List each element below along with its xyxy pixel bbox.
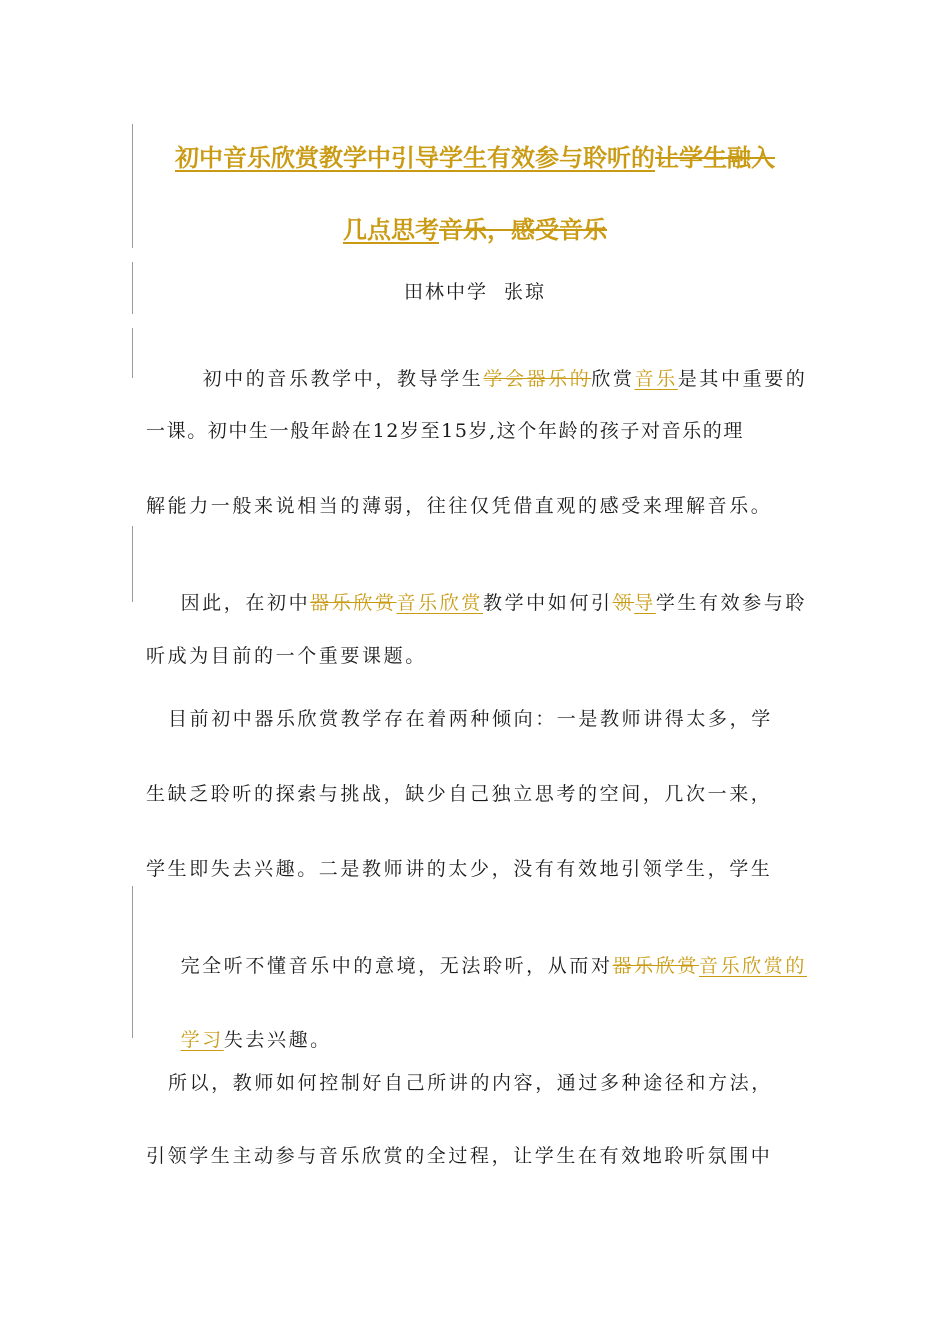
title-inserted-text: 初中音乐欣赏教学中引导学生有效参与聆听的 (175, 144, 655, 172)
inserted-text: 导 (634, 592, 656, 614)
change-bar-title (132, 124, 133, 248)
deleted-text: 学会器乐的 (483, 368, 592, 390)
paragraph-2-line-2: 生缺乏聆听的探索与挑战，缺少自己独立思考的空间，几次一来， (146, 783, 773, 805)
deleted-text: 器乐欣赏 (310, 592, 397, 614)
paragraph-2-line-1: 目前初中器乐欣赏教学存在着两种倾向：一是教师讲得太多，学 (168, 708, 773, 730)
paragraph-3-line-1: 所以，教师如何控制好自己所讲的内容，通过多种途径和方法， (168, 1072, 773, 1094)
body-text: 是其中重要的 (677, 368, 808, 390)
inserted-text: 音乐欣赏的 (698, 955, 807, 977)
inserted-text: 学习 (180, 1029, 224, 1051)
body-text: 完全听不懂音乐中的意境，无法聆听，从而对 (180, 955, 613, 977)
title-inserted-text: 几点思考 (343, 216, 439, 244)
body-text: 失去兴趣。 (223, 1029, 332, 1051)
document-title-line-1 (145, 138, 805, 173)
inserted-text: 音乐 (634, 368, 678, 390)
document-title-line-2 (145, 210, 805, 245)
change-bar-para1-line1 (132, 328, 133, 378)
inserted-text: 音乐欣赏 (396, 592, 483, 614)
change-bar-para1-line4 (132, 526, 133, 602)
body-text: 教学中如何引 (482, 592, 613, 614)
author-line: 田林中学 张琼 (403, 281, 547, 303)
change-bar-para2-line4 (132, 886, 133, 1038)
paragraph-1-line-4 (146, 566, 807, 637)
body-text: 因此，在初中 (180, 592, 311, 614)
paragraph-3-line-2: 引领学生主动参与音乐欣赏的全过程，让学生在有效地聆听氛围中 (146, 1145, 773, 1167)
deleted-text: 器乐欣赏 (612, 955, 699, 977)
paragraph-1-line-5: 听成为目前的一个重要课题。 (146, 645, 427, 667)
paragraph-2-line-3: 学生即失去兴趣。二是教师讲的太少，没有有效地引领学生，学生 (146, 858, 773, 880)
paragraph-1-line-3: 解能力一般来说相当的薄弱，往往仅凭借直观的感受来理解音乐。 (146, 495, 773, 517)
change-bar-author (132, 262, 133, 314)
paragraph-2-line-5 (146, 1003, 332, 1074)
deleted-text: 领 (612, 592, 635, 614)
paragraph-2-line-4 (146, 929, 807, 1000)
title-deleted-text: 音乐，感受音乐 (439, 216, 607, 244)
title-deleted-text: 让学生融入 (655, 144, 775, 172)
body-text: 欣赏 (591, 368, 635, 390)
body-text: 初中的音乐教学中，教导学生 (202, 368, 484, 390)
paragraph-1-line-1 (146, 342, 807, 413)
paragraph-1-line-2: 一课。初中生一般年龄在12岁至15岁,这个年龄的孩子对音乐的理 (146, 420, 744, 442)
body-text: 学生有效参与聆 (655, 592, 808, 614)
